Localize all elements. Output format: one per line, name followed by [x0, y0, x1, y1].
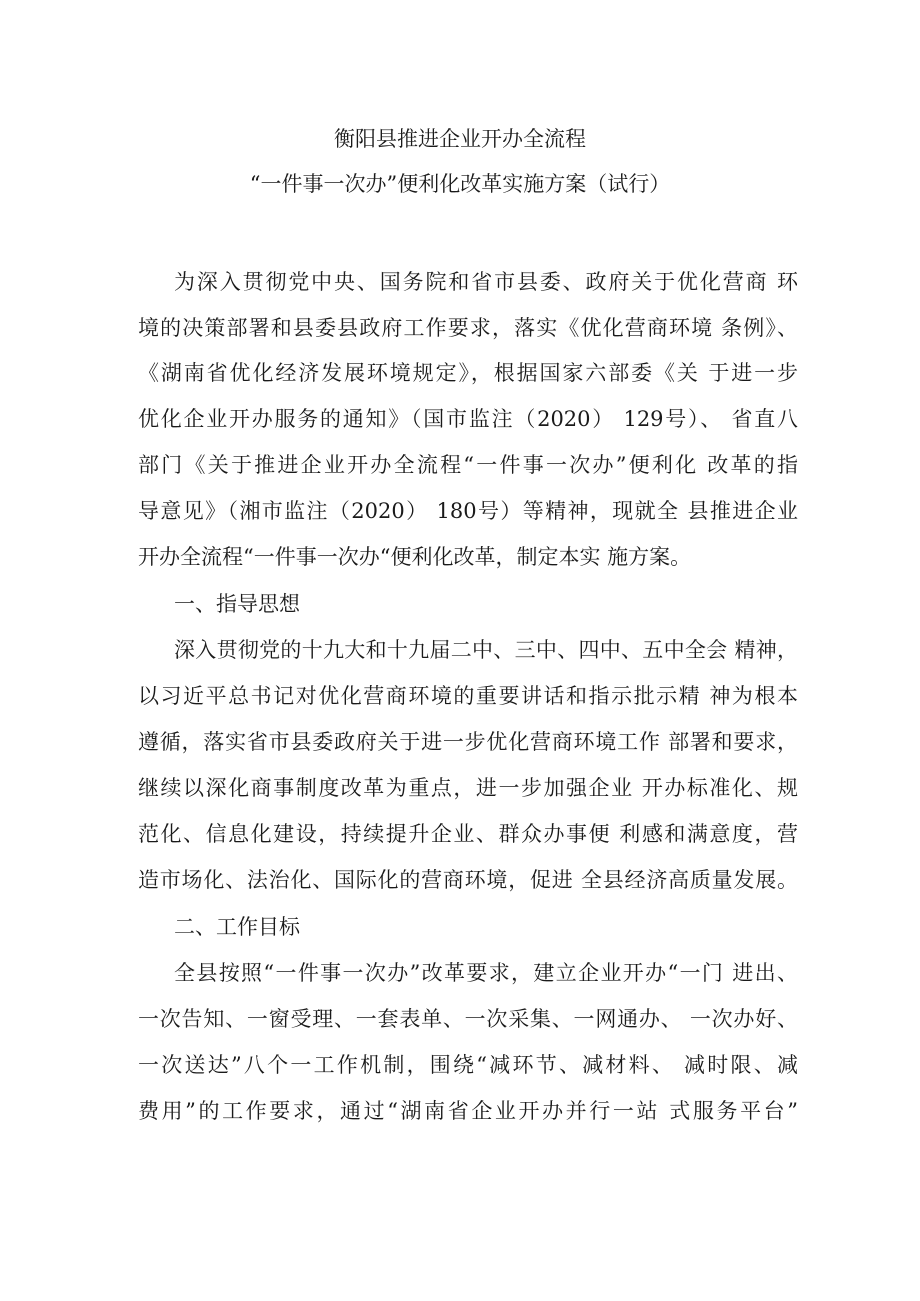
paragraph-line: 以习近平总书记对优化营商环境的重要讲话和指示批示精 神为根本	[138, 684, 798, 708]
paragraph-line: 继续以深化商事制度改革为重点，进一步加强企业 开办标准化、规	[138, 776, 798, 800]
paragraph-line: 导意见》（湘市监注（2020） 180号）等精神，现就全 县推进企业	[138, 499, 798, 523]
section-heading-work-goals: 二、工作目标	[174, 915, 300, 939]
paragraph-line: 境的决策部署和县委县政府工作要求，落实《优化营商环境 条例》、	[138, 316, 798, 340]
paragraph-line: 部门《关于推进企业开办全流程“一件事一次办”便利化 改革的指	[138, 453, 798, 477]
paragraph-line: 为深入贯彻党中央、国务院和省市县委、政府关于优化营商 环	[174, 270, 798, 294]
paragraph-line: 范化、信息化建设，持续提升企业、群众办事便 利感和满意度，营	[138, 822, 798, 846]
paragraph-line: 全县按照“一件事一次办”改革要求，建立企业开办“一门 进出、	[174, 961, 798, 985]
document-title-line-2: “一件事一次办”便利化改革实施方案（试行）	[249, 172, 671, 196]
paragraph-line: 优化企业开办服务的通知》（国市监注（2020） 129号）、 省直八	[138, 407, 798, 431]
paragraph-line: 费用”的工作要求，通过“湖南省企业开办并行一站 式服务平台”	[138, 1099, 798, 1123]
paragraph-line: 造市场化、法治化、国际化的营商环境，促进 全县经济高质量发展。	[138, 868, 798, 892]
document-title-line-1: 衡阳县推进企业开办全流程	[334, 127, 586, 151]
paragraph-line: 开办全流程“一件事一次办“便利化改革，制定本实 施方案。	[138, 545, 692, 569]
paragraph-line: 一次送达”八个一工作机制，围绕“减环节、减材料、 减时限、减	[138, 1053, 798, 1077]
section-heading-guiding-ideology: 一、指导思想	[174, 592, 300, 616]
paragraph-line: 一次告知、一窗受理、一套表单、一次采集、一网通办、 一次办好、	[138, 1007, 798, 1031]
paragraph-line: 深入贯彻党的十九大和十九届二中、三中、四中、五中全会 精神，	[174, 638, 798, 662]
paragraph-line: 遵循，落实省市县委政府关于进一步优化营商环境工作 部署和要求，	[138, 730, 798, 754]
paragraph-line: 《湖南省优化经济发展环境规定》，根据国家六部委《关 于进一步	[138, 361, 798, 385]
